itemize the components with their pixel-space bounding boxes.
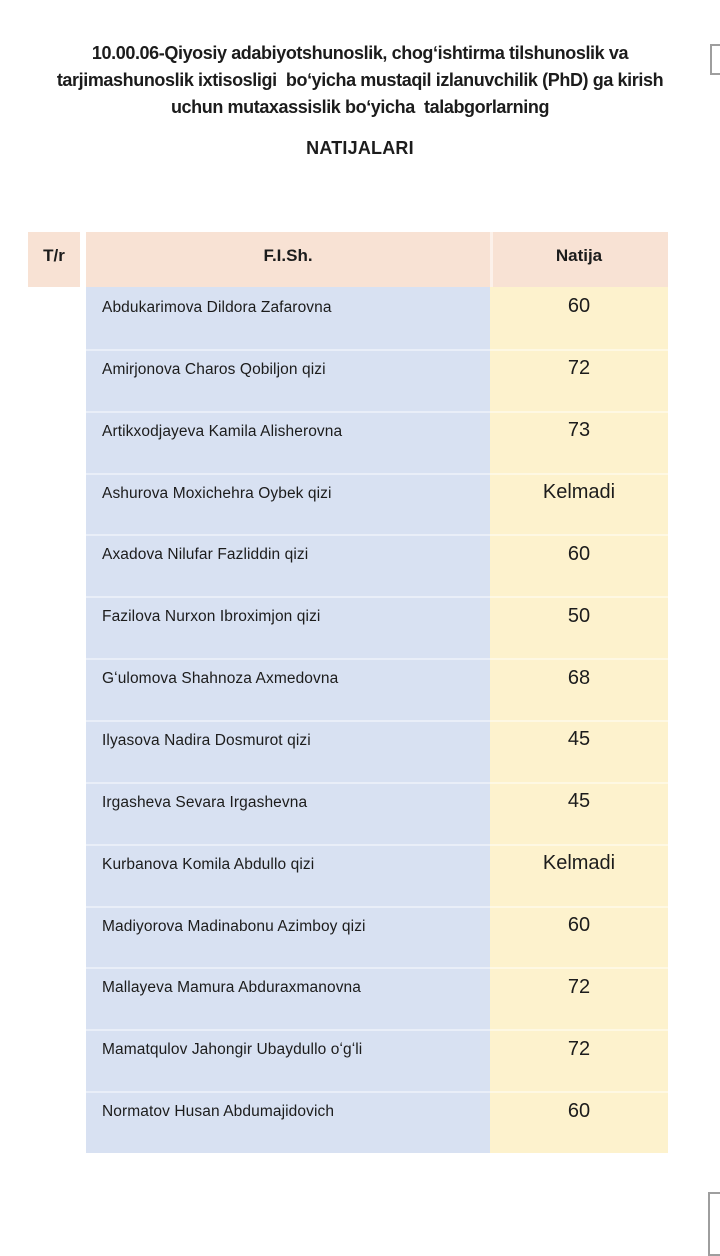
row-number-cell (28, 473, 86, 535)
column-header-fish: F.I.Sh. (86, 232, 490, 287)
table-row (28, 906, 668, 968)
candidate-name: Abdukarimova Dildora Zafarovna (86, 287, 490, 349)
row-number-cell (28, 596, 86, 658)
candidate-name: Artikxodjayeva Kamila Alisherovna (86, 411, 490, 473)
row-number-cell (28, 287, 86, 349)
candidate-name: Gʻulomova Shahnoza Axmedovna (86, 658, 490, 720)
table-row (28, 349, 668, 411)
candidate-name: Irgasheva Sevara Irgashevna (86, 782, 490, 844)
row-number-cell (28, 844, 86, 906)
results-table (28, 232, 668, 1153)
partial-frame-top-right (710, 44, 720, 75)
table-row (28, 967, 668, 1029)
candidate-name: Madiyorova Madinabonu Azimboy qizi (86, 906, 490, 968)
row-number-cell (28, 658, 86, 720)
result-value: Kelmadi (490, 844, 668, 906)
row-number-cell (28, 720, 86, 782)
title-line-3: uchun mutaxassislik boʻyicha talabgorlarning (170, 97, 550, 117)
table-row (28, 720, 668, 782)
table-row (28, 411, 668, 473)
result-value: 72 (490, 1029, 668, 1091)
candidate-name: Ashurova Moxichehra Oybek qizi (86, 473, 490, 535)
table-row (28, 844, 668, 906)
candidate-name: Amirjonova Charos Qobiljon qizi (86, 349, 490, 411)
result-value: 60 (490, 287, 668, 349)
row-number-cell (28, 782, 86, 844)
row-number-cell (28, 534, 86, 596)
candidate-name: Axadova Nilufar Fazliddin qizi (86, 534, 490, 596)
table-row (28, 473, 668, 535)
table-row (28, 534, 668, 596)
candidate-name: Mamatqulov Jahongir Ubaydullo oʻgʻli (86, 1029, 490, 1091)
candidate-name: Kurbanova Komila Abdullo qizi (86, 844, 490, 906)
result-value: 45 (490, 782, 668, 844)
row-number-cell (28, 967, 86, 1029)
result-value: 60 (490, 1091, 668, 1153)
table-row (28, 1091, 668, 1153)
table-row (28, 287, 668, 349)
row-number-cell (28, 411, 86, 473)
result-value: 72 (490, 967, 668, 1029)
table-row (28, 1029, 668, 1091)
title-line-1: 10.00.06-Qiyosiy adabiyotshunoslik, chogʻishtirma tilshunoslik va (91, 43, 629, 63)
table-row (28, 596, 668, 658)
candidate-name: Normatov Husan Abdumajidovich (86, 1091, 490, 1153)
partial-frame-bottom-right (708, 1192, 720, 1256)
candidate-name: Ilyasova Nadira Dosmurot qizi (86, 720, 490, 782)
result-value: 72 (490, 349, 668, 411)
result-value: Kelmadi (490, 473, 668, 535)
table-row (28, 658, 668, 720)
column-header-tr: T/r (28, 232, 80, 287)
row-number-cell (28, 906, 86, 968)
result-value: 50 (490, 596, 668, 658)
table-header-row (28, 232, 668, 287)
row-number-cell (28, 349, 86, 411)
result-value: 60 (490, 534, 668, 596)
result-value: 45 (490, 720, 668, 782)
result-value: 68 (490, 658, 668, 720)
table-row (28, 782, 668, 844)
column-header-natija: Natija (490, 232, 668, 287)
candidate-name: Fazilova Nurxon Ibroximjon qizi (86, 596, 490, 658)
table-body (28, 287, 668, 1153)
title-line-2: tarjimashunoslik ixtisosligi boʻyicha mustaqil izlanuvchilik (PhD) ga kirish (56, 70, 664, 90)
result-value: 60 (490, 906, 668, 968)
result-value: 73 (490, 411, 668, 473)
document-title (10, 40, 710, 121)
candidate-name: Mallayeva Mamura Abduraxmanovna (86, 967, 490, 1029)
row-number-cell (28, 1029, 86, 1091)
row-number-cell (28, 1091, 86, 1153)
results-heading: NATIJALARI (306, 138, 414, 158)
